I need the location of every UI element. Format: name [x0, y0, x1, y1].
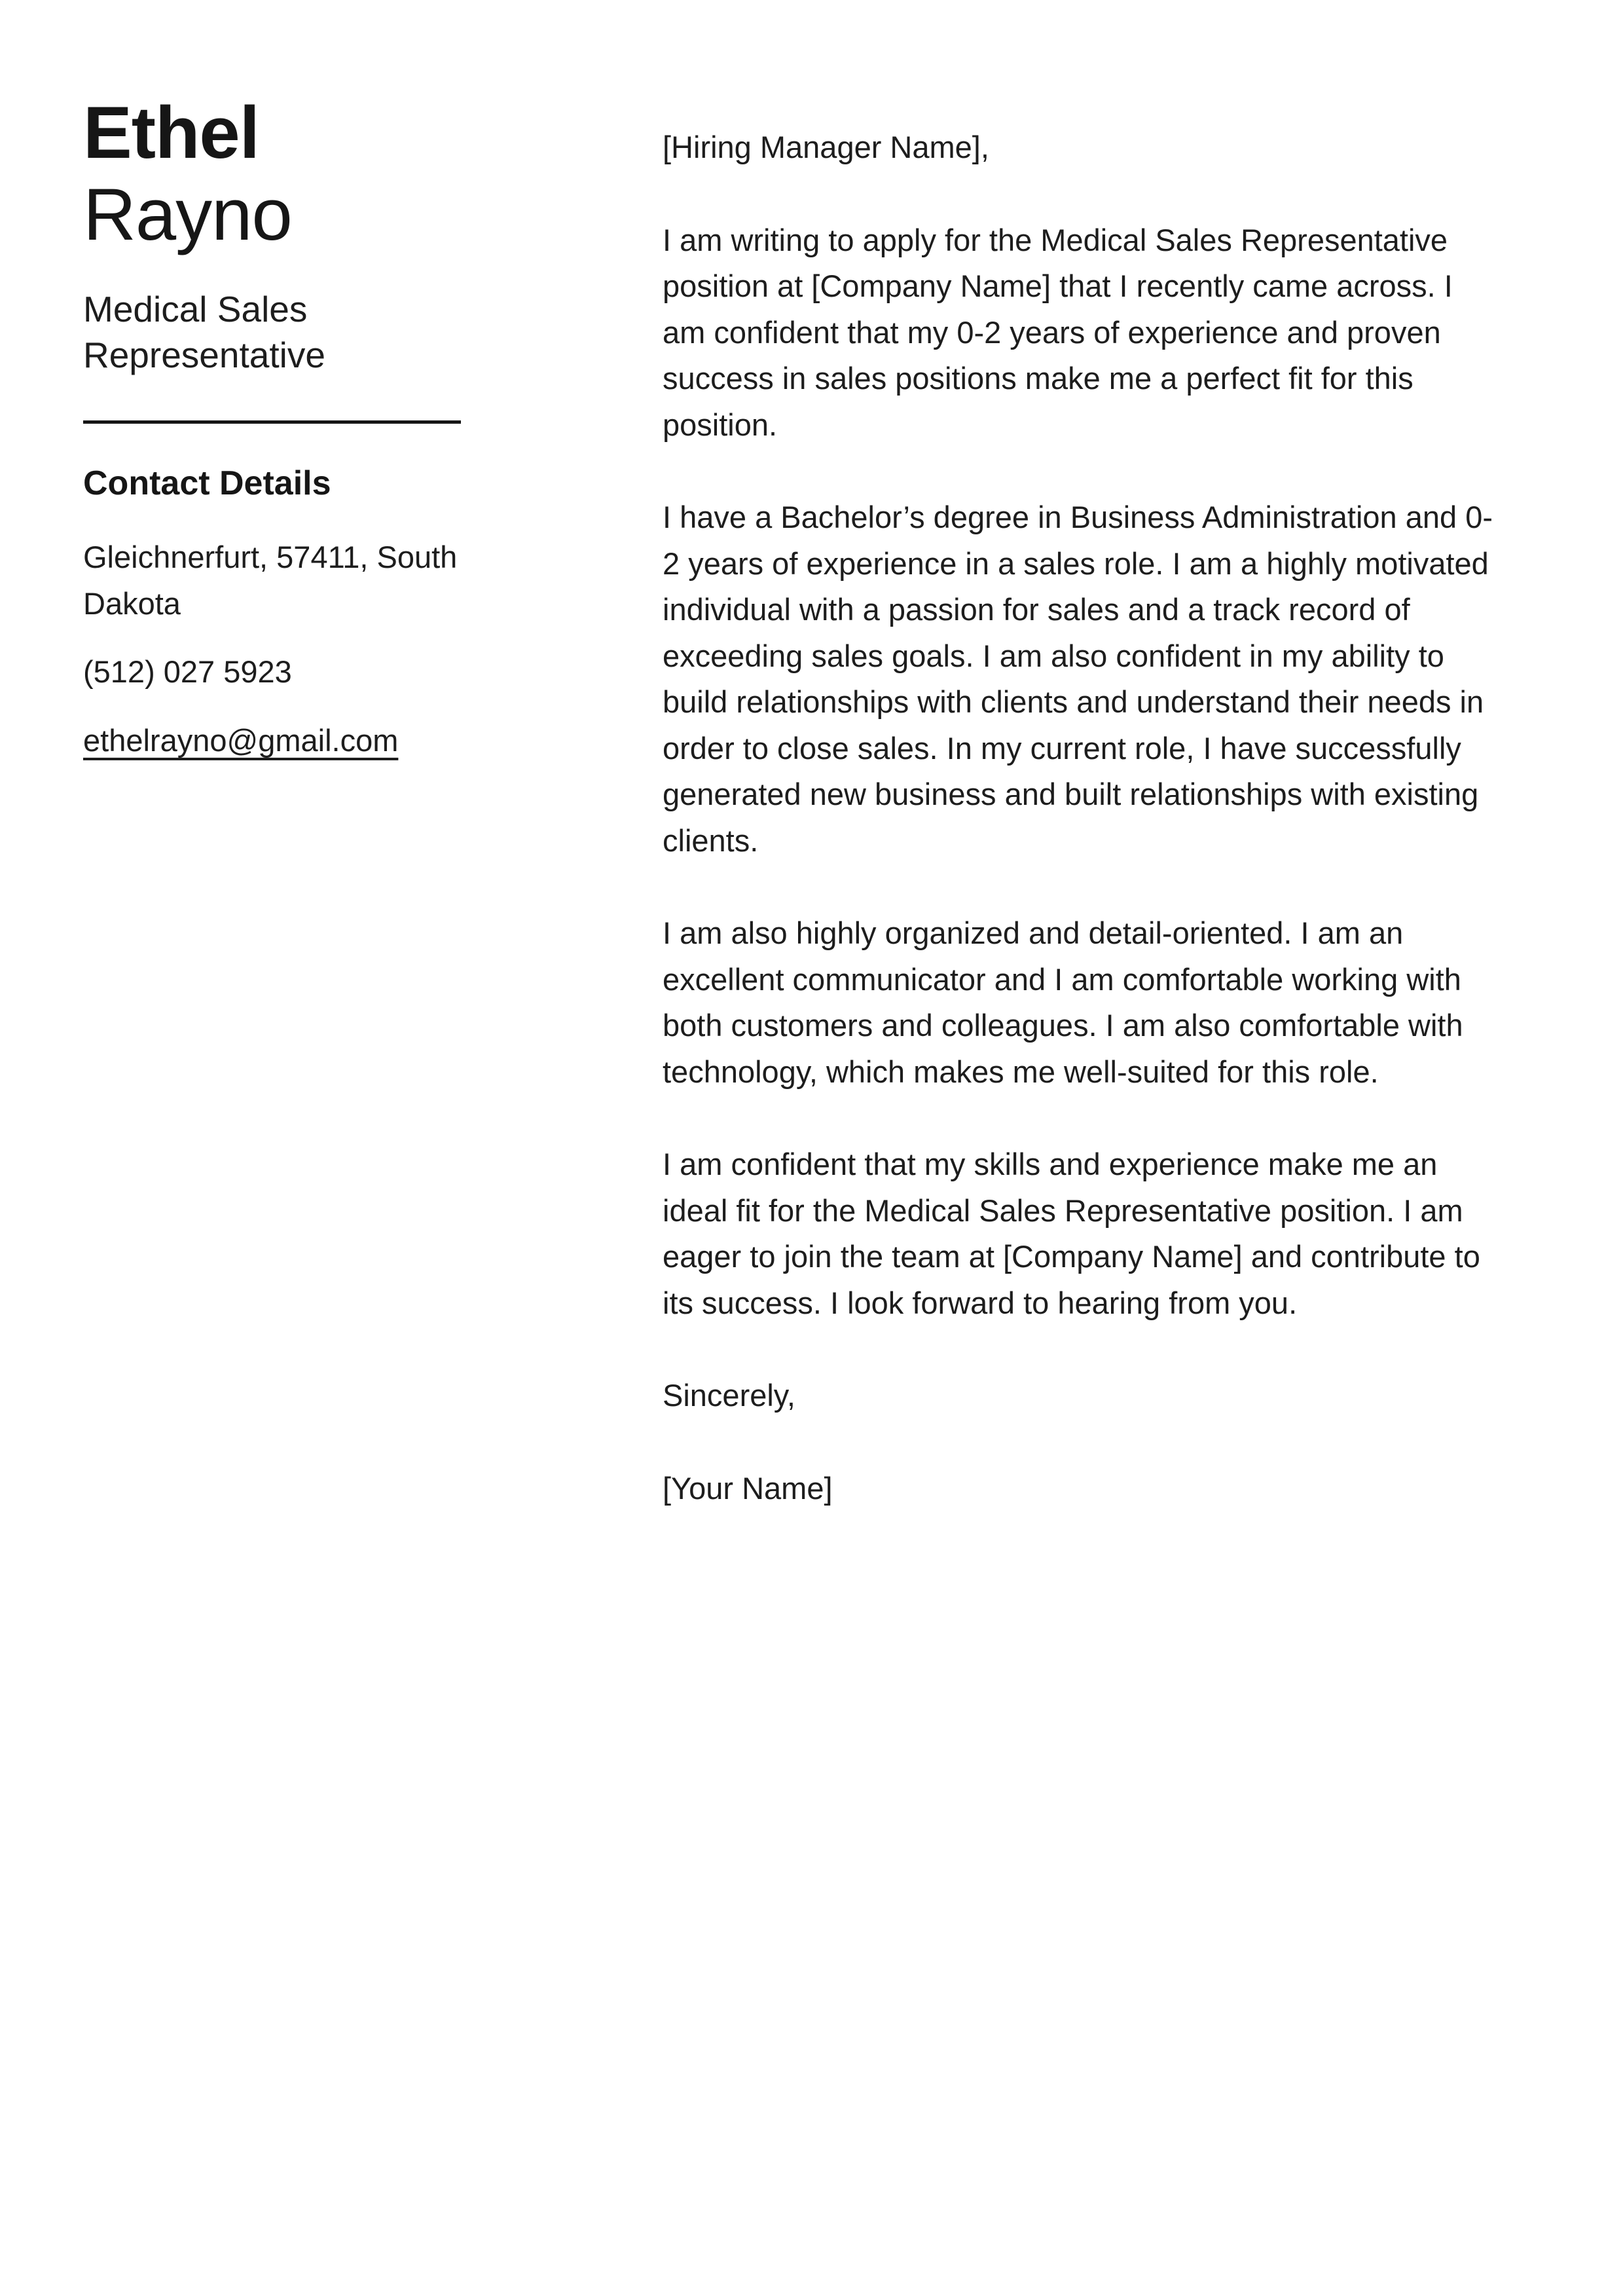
letter-closing: Sincerely, — [663, 1378, 795, 1413]
letter-paragraph: I have a Bachelor’s degree in Business Administration and 0-2 years of experience in a sales role. I am a highly motivated individual with a passion for sales and a track record of exceeding sales goals. I am also confident in my ability to build relationships with clients and understand their needs in order to close sales. In my current role, I have successfully generated new business and built relationships with existing clients. — [663, 500, 1493, 858]
candidate-last-name: Rayno — [83, 174, 292, 256]
letter-paragraph: I am also highly organized and detail-oriented. I am an excellent communicator and I am comfortable working with both customers and colleagues. I am also comfortable with technology, which makes me well-suited for this role. — [663, 916, 1463, 1089]
letter-signature: [Your Name] — [663, 1470, 833, 1506]
letter-paragraph: I am confident that my skills and experience make me an ideal fit for the Medical Sales Representative position. I am eager to join the team at [Company Name] and contribute to its success. I look forward to hearing from you. — [663, 1147, 1480, 1320]
job-title: Medical Sales Representative — [83, 288, 325, 376]
candidate-name — [83, 92, 463, 256]
letter-salutation: [Hiring Manager Name], — [663, 130, 989, 164]
contact-phone: (512) 027 5923 — [83, 654, 292, 690]
candidate-first-name: Ethel — [83, 92, 259, 174]
sidebar — [83, 92, 463, 764]
contact-email-link[interactable]: ethelrayno@gmail.com — [83, 722, 399, 758]
letter-paragraph: I am writing to apply for the Medical Sales Representative position at [Company Name] that I recently came across. I am confident that my 0-2 years of experience and proven success in sales positions make me a perfect fit for this position. — [663, 222, 1453, 442]
divider-line — [83, 420, 461, 424]
contact-details-heading: Contact Details — [83, 464, 331, 502]
letter-body — [663, 124, 1502, 1511]
contact-address: Gleichnerfurt, 57411, South Dakota — [83, 540, 458, 621]
